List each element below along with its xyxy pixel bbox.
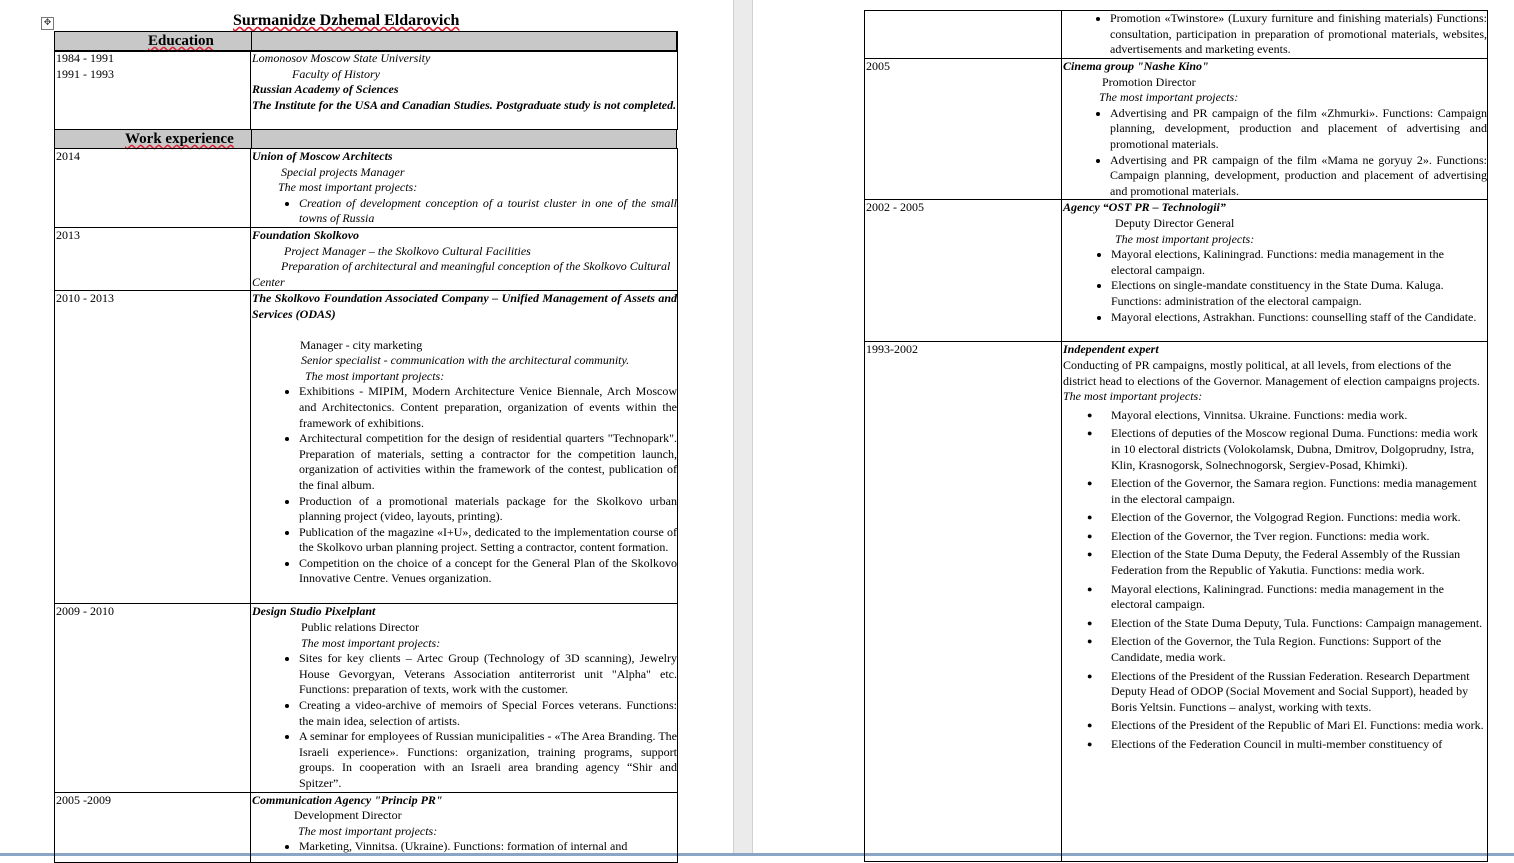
projects-label: The most important projects:: [1099, 90, 1239, 105]
project-item: ● Election of the Governor, the Volgograd Region. Functions: media work.: [1111, 510, 1487, 526]
project-item: • Elections on single-mandate constituency in the State Duma. Kaluga. Functions: administration of the electoral campaign.: [1111, 278, 1487, 309]
job-description: Preparation of architectural and meaningful conception of the Skolkovo Cultural Center: [252, 259, 671, 289]
job-years: 2002 - 2005: [865, 200, 1062, 342]
projects-label: The most important projects:: [1063, 389, 1203, 404]
education-table: [54, 50, 678, 130]
project-item: • Competition on the choice of a concept for the General Plan of the Skolkovo Innovative Centre. Venues organization.: [299, 556, 677, 587]
job-years: 2005 -2009: [55, 792, 251, 862]
job-details: [1062, 200, 1488, 342]
job-years: 2009 - 2010: [55, 604, 251, 792]
project-item: • Creating a video-archive of memoirs of Special Forces veterans. Functions: the main idea, selection of artists.: [299, 698, 677, 729]
job-details: [251, 291, 678, 604]
job-role-2: Senior specialist - communication with the architectural community.: [301, 353, 630, 368]
job-org: Design Studio Pixelplant: [252, 604, 376, 619]
job-details: [251, 792, 678, 862]
project-item: • Exhibitions - MIPIM, Modern Architecture Venice Biennale, Arch Moscow and Architectonics. Content preparation, organization of events within the framework of exhibitions.: [299, 384, 677, 431]
job-row: [55, 149, 678, 228]
project-item: ● Mayoral elections, Vinnitsa. Ukraine. Functions: media work.: [1111, 408, 1487, 424]
projects-label: The most important projects:: [278, 180, 418, 195]
job-row: [55, 291, 678, 604]
job-row: [865, 342, 1488, 862]
job-years: 1993-2002: [865, 342, 1062, 862]
job-org: Agency “OST PR – Technologii”: [1063, 200, 1226, 215]
education-details: [251, 51, 678, 130]
education-year-2: 1991 - 1993: [56, 66, 114, 81]
project-item: • Mayoral elections, Kaliningrad. Functions: media management in the electoral campaign.: [1111, 247, 1487, 278]
project-item: ● Election of the Governor, the Tula Region. Functions: Support of the Candidate, media work.: [1111, 634, 1487, 665]
job-years: 2010 - 2013: [55, 291, 251, 604]
job-details: [1062, 59, 1488, 200]
project-item: • Sites for key clients – Artec Group (Technology of 3D scanning), Jewelry House Gevorgyan, Veterans Association antiterrorist unit "Alpha" etc. Functions: preparation of texts, work with the customer.: [299, 651, 677, 698]
project-item: ● Election of the State Duma Deputy, the Federal Assembly of the Russian Federation from the Republic of Yakutia. Functions: media work.: [1111, 547, 1487, 578]
job-description: Conducting of PR campaigns, mostly political, at all levels, from elections of the district head to elections of the Governor. Management of election campaigns projects.: [1063, 357, 1480, 388]
projects-label: The most important projects:: [1115, 231, 1255, 246]
page-gutter: [733, 0, 753, 856]
project-item: ● Elections of the Federation Council in multi-member constituency of: [1111, 737, 1487, 753]
work-heading: Work experience: [125, 131, 234, 147]
project-item: • Marketing, Vinnitsa. (Ukraine). Functions: formation of internal and: [299, 839, 677, 855]
job-org: Communication Agency "Princip PR": [252, 792, 443, 807]
job-org: The Skolkovo Foundation Associated Company – Unified Management of Assets and Services (ODAS): [252, 291, 677, 321]
job-years-empty: [865, 11, 1062, 59]
project-item: • Production of a promotional materials package for the Skolkovo urban planning project (video, layouts, printing).: [299, 494, 677, 525]
project-item: • Architectural competition for the design of residential quarters "Technopark". Preparation of materials, setting a contractor for the competition launch, organization of activities within the framework of the contest, publication of the final album.: [299, 431, 677, 493]
education-heading: Education: [148, 33, 214, 49]
project-item: ● Mayoral elections, Kaliningrad. Functions: media management in the electoral campaign.: [1111, 582, 1487, 613]
education-section-bar: [54, 31, 677, 51]
project-item: ● Elections of the President of the Republic of Mari El. Functions: media work.: [1111, 718, 1487, 734]
project-item: ● Election of the Governor, the Tver region. Functions: media work.: [1111, 529, 1487, 545]
job-org: Independent expert: [1063, 342, 1159, 357]
job-years: 2013: [55, 228, 251, 291]
job-org: Cinema group "Nashe Kino": [1063, 59, 1209, 73]
job-role: Special projects Manager: [281, 164, 405, 179]
university-name: Lomonosov Moscow State University: [252, 51, 431, 65]
job-role: Promotion Director: [1102, 74, 1196, 89]
project-item: • Promotion «Twinstore» (Luxury furniture and finishing materials) Functions: consultation, participation in preparation of promotional materials, websites, advertisements and marketing events.: [1110, 11, 1487, 58]
project-item: ● Election of the Governor, the Samara region. Functions: media management in the electoral campaign.: [1111, 476, 1487, 507]
job-years: 2005: [865, 59, 1062, 200]
institute-name: The Institute for the USA and Canadian Studies. Postgraduate study is not completed.: [252, 97, 677, 112]
work-table: [54, 148, 678, 863]
job-row: [865, 11, 1488, 59]
job-role: Deputy Director General: [1115, 215, 1235, 230]
job-details: [1062, 11, 1488, 59]
job-details: [251, 228, 678, 291]
project-item: • Publication of the magazine «I+U», dedicated to the implementation course of the Skolkovo urban planning project. Setting a contractor, content formation.: [299, 525, 677, 556]
job-role: Project Manager – the Skolkovo Cultural Facilities: [284, 243, 531, 258]
project-item: • Advertising and PR campaign of the film «Mama ne goryuy 2». Functions: Campaign planning, development, production and placement of advertising and promotional materials.: [1110, 153, 1487, 200]
work-section-bar: [54, 129, 677, 149]
job-role: Manager - city marketing: [300, 337, 423, 352]
project-item: • Advertising and PR campaign of the film «Zhmurki». Functions: Campaign planning, development, production and placement of advertising and promotional materials.: [1110, 106, 1487, 153]
job-row: [865, 59, 1488, 200]
job-years: 2014: [55, 149, 251, 228]
project-item: ● Elections of the President of the Russian Federation. Research Department Deputy Head of ODOP (Social Movement and Social Support), headed by Boris Yeltsin. Functions – analyst, working with texts.: [1111, 669, 1487, 716]
job-details: [1062, 342, 1488, 862]
project-item: ● Elections of deputies of the Moscow regional Duma. Functions: media work in 10 electoral districts (Volokolamsk, Dubna, Dmitrov, Dolgoprudny, Istra, Klin, Krasnogorsk, Solnechnogorsk, Sergiev-Posad, Khimki).: [1111, 426, 1487, 473]
faculty-name: Faculty of History: [292, 66, 380, 81]
education-years: [55, 51, 251, 130]
page-title: Surmanidze Dzhemal Eldarovich: [233, 12, 460, 29]
job-org: Foundation Skolkovo: [252, 228, 360, 242]
job-details: [251, 604, 678, 792]
job-details: [251, 149, 678, 228]
job-row: [55, 604, 678, 792]
project-item: ● Election of the State Duma Deputy, Tula. Functions: Campaign management.: [1111, 616, 1487, 632]
project-item: • A seminar for employees of Russian municipalities - «The Area Branding. The Israeli experience». Functions: organization, training programs, support groups. In cooperation with an Israeli area branding agency “Shir and Spitzer”.: [299, 729, 677, 791]
projects-label: The most important projects:: [301, 635, 441, 650]
project-item: • Mayoral elections, Astrakhan. Functions: counselling staff of the Candidate.: [1111, 310, 1487, 326]
job-row: [55, 228, 678, 291]
job-role: Development Director: [294, 808, 402, 823]
job-org: Union of Moscow Architects: [252, 149, 393, 163]
project-item: • Creation of development conception of a tourist cluster in one of the small towns of Russia: [299, 196, 677, 227]
table-move-handle-icon[interactable]: ✥: [41, 17, 54, 30]
cv-table-page-2: [864, 10, 1488, 862]
education-year-1: 1984 - 1991: [56, 51, 114, 65]
job-row: [55, 792, 678, 862]
projects-label: The most important projects:: [305, 368, 445, 383]
job-role: Public relations Director: [301, 619, 419, 634]
projects-label: The most important projects:: [298, 823, 438, 838]
job-row: [865, 200, 1488, 342]
academy-name: Russian Academy of Sciences: [252, 82, 399, 97]
